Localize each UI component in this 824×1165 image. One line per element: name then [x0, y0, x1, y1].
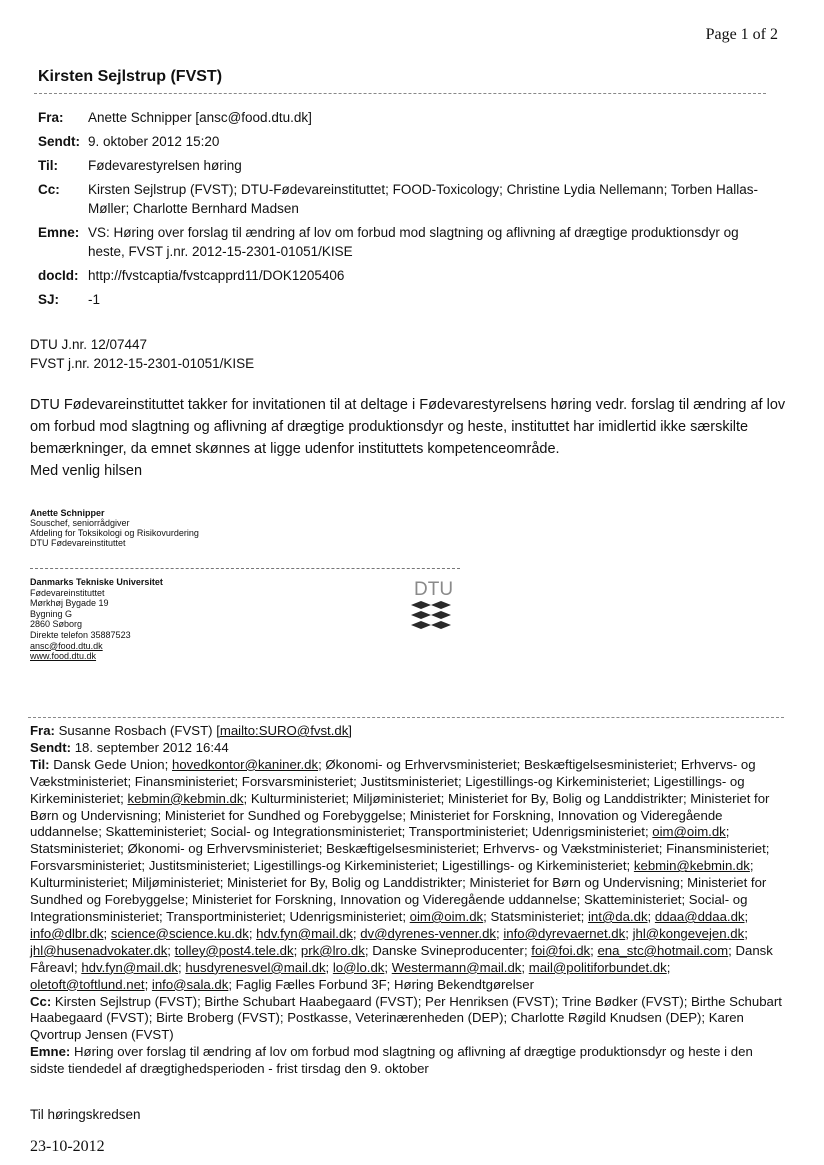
email-link[interactable]: ena_stc@hotmail.com [597, 942, 729, 958]
forwarded-cc: Kirsten Sejlstrup (FVST); Birthe Schubart Haabegaard (FVST); Per Henriksen (FVST); Trine Bødker (FVST); Birthe Schubart Haabegaard (FVST); Birte Broberg (FVST); Postkasse, Veterinærenheden (DEP); Charlotte Røgild Knudsen (DEP); Karen Qvortrup Jensen (FVST) [30, 993, 782, 1043]
subject-value: VS: Høring over forslag til ændring af lov om forbud mod slagtning og aflivning af drægtige produktionsdyr og heste, FVST j.nr. 2012-15-2301-01051/KISE [88, 225, 739, 259]
forwarded-message [30, 723, 786, 1078]
email-link[interactable]: ddaa@ddaa.dk [654, 908, 745, 924]
forwarded-from-line [30, 723, 786, 740]
forward-divider [28, 717, 784, 718]
email-header [38, 108, 766, 314]
organization-block [30, 577, 163, 662]
reference-numbers [30, 335, 254, 373]
page-number: Page 1 of 2 [705, 26, 778, 43]
header-docid-row [38, 266, 766, 290]
to-text-8: Dansk Fåreavl; [30, 942, 773, 975]
signature-institute: DTU Fødevareinstituttet [30, 538, 126, 548]
to-label: Til: [38, 158, 58, 173]
greeting: Med venlig hilsen [30, 463, 143, 479]
dtu-reference: DTU J.nr. 12/07447 [30, 337, 148, 352]
header-subject-row [38, 223, 766, 266]
forwarded-cc-line [30, 994, 786, 1045]
email-link[interactable]: mail@politiforbundet.dk [528, 959, 667, 975]
to-text-4: ; Statsministeriet; Økonomi- og Erhvervsministeriet; Beskæftigelsesministeriet; Erhvervs- og Vækstministeriet; Finansministeriet; Forsvarsministeriet; Justitsministeriet; Ligestillings-og Kirkeministeriet; Ligestillings- og Kirkeministeriet; [30, 824, 770, 874]
email-link[interactable]: oletoft@toftlund.net [30, 976, 145, 992]
email-link[interactable]: hdv.fyn@mail.dk [256, 925, 353, 941]
email-link[interactable]: foi@foi.dk [531, 942, 591, 958]
forwarded-from-mail-link[interactable]: [mailto:SURO@fvst.dk] [216, 723, 352, 738]
dtu-logo [408, 575, 454, 633]
organization-name: Danmarks Tekniske Universitet [30, 577, 163, 587]
email-link[interactable]: Westermann@mail.dk [391, 959, 522, 975]
dtu-logo-text: DTU [414, 579, 454, 600]
to-value: Fødevarestyrelsen høring [88, 158, 242, 173]
dtu-logo-band-3 [411, 621, 451, 629]
email-link[interactable]: kebmin@kebmin.dk [127, 790, 244, 806]
forwarded-sent: 18. september 2012 16:44 [74, 739, 229, 755]
title-divider [34, 93, 766, 94]
email-link[interactable]: hdv.fyn@mail.dk [81, 959, 179, 975]
header-from-row [38, 108, 766, 132]
header-sj-row [38, 290, 766, 314]
email-link[interactable]: oim@oim.dk [409, 908, 484, 924]
email-link[interactable]: dv@dyrenes-venner.dk [360, 925, 497, 941]
email-link[interactable]: prk@lro.dk [300, 942, 365, 958]
dtu-logo-band-1 [411, 601, 451, 609]
body-paragraph: DTU Fødevareinstituttet takker for invitationen til at deltage i Fødevarestyrelsens høring vedr. forslag til ændring af lov om forbud mod slagtning og aflivning af drægtige produktionsdyr og heste, instituttet har imidlertid ikke særskilte bemærkninger, da emnet skønnes at ligge udenfor instituttets kompetenceområde. [30, 397, 786, 457]
organization-city: 2860 Søborg [30, 619, 83, 630]
forwarded-cc-label: Cc: [30, 993, 52, 1009]
sent-value: 9. oktober 2012 15:20 [88, 134, 220, 149]
email-link[interactable]: oim@oim.dk [652, 824, 726, 840]
email-link[interactable]: info@dyrevaernet.dk [503, 925, 626, 941]
organization-web-link[interactable]: www.food.dtu.dk [30, 651, 97, 662]
email-link[interactable]: lo@lo.dk [332, 959, 385, 975]
email-link[interactable]: hovedkontor@kaniner.dk [171, 756, 319, 772]
signature-divider [30, 568, 460, 569]
signature-role: Souschef, seniorrådgiver [30, 518, 130, 528]
organization-building: Bygning G [30, 608, 73, 619]
sj-label: SJ: [38, 292, 60, 307]
email-link[interactable]: info@sala.dk [151, 976, 229, 992]
footer-date: 23-10-2012 [30, 1138, 105, 1155]
forwarded-from: Susanne Rosbach (FVST) [58, 723, 213, 738]
email-link[interactable]: tolley@post4.tele.dk [174, 942, 294, 958]
docid-label: docId: [38, 268, 79, 283]
forwarded-to-label: Til: [30, 756, 50, 772]
dtu-logo-band-2 [411, 611, 451, 619]
forwarded-from-label: Fra: [30, 723, 55, 738]
signature-block [30, 508, 199, 548]
document-title: Kirsten Sejlstrup (FVST) [38, 68, 223, 85]
to-text-2: ; Økonomi- og Erhvervsministeriet; Beskæftigelsesministeriet; Erhvervs- og Vækstministeriet; Finansministeriet; Forsvarsministeriet; Justitsministeriet; Ligestillings-og Kirkeministeriet; Ligestillings- og Kirkeministeriet; [30, 756, 756, 806]
organization-unit: Fødevareinstituttet [30, 587, 105, 598]
email-link[interactable]: science@science.ku.dk [110, 925, 249, 941]
sj-value: -1 [88, 292, 101, 307]
email-link[interactable]: kebmin@kebmin.dk [633, 858, 750, 874]
to-text-9: Faglig Fælles Forbund 3F; Høring Bekendtgørelser [235, 976, 534, 992]
email-link[interactable]: husdyrenesvel@mail.dk [185, 959, 326, 975]
organization-email-link[interactable]: ansc@food.dtu.dk [30, 640, 103, 651]
from-value: Anette Schnipper [ansc@food.dtu.dk] [88, 110, 312, 125]
email-link[interactable]: info@dlbr.dk [30, 925, 104, 941]
docid-value: http://fvstcaptia/fvstcapprd11/DOK1205406 [88, 268, 345, 283]
email-link[interactable]: int@da.dk [587, 908, 648, 924]
header-to-row [38, 156, 766, 180]
cc-label: Cc: [38, 182, 60, 197]
closing-line: Til høringskredsen [30, 1107, 141, 1122]
email-link[interactable]: jhl@kongevejen.dk [632, 925, 745, 941]
to-text-5: ; Kulturministeriet; Miljøministeriet; Ministeriet for By, Bolig og Landdistrikter; Ministeriet for Børn og Undervisning; Ministeriet for Sundhed og Forebyggelse; Ministeriet for Forskning, Innovation og Videregående uddannelse; Skatteministeriet; Social- og Integrationsministeriet; Transportministeriet; Udenrigsministeriet; [30, 858, 767, 924]
sent-label: Sendt: [38, 134, 80, 149]
forwarded-sent-label: Sendt: [30, 739, 72, 755]
fvst-reference: FVST j.nr. 2012-15-2301-01051/KISE [30, 356, 255, 371]
signature-name: Anette Schnipper [30, 508, 105, 518]
forwarded-subject-label: Emne: [30, 1044, 71, 1060]
email-link[interactable]: jhl@husenadvokater.dk [30, 942, 168, 958]
cc-value: Kirsten Sejlstrup (FVST); DTU-Fødevareinstituttet; FOOD-Toxicology; Christine Lydia Nellemann; Torben Hallas-Møller; Charlotte Bernhard Madsen [88, 182, 758, 216]
forwarded-to-line: Til: Dansk Gede Union; hovedkontor@kaniner.dk; Økonomi- og Erhvervsministeriet; Beskæftigelsesministeriet; Erhvervs- og Vækstministeriet; Finansministeriet; Forsvarsministeriet; Justitsministeriet; Ligestillings-og Kirkeministeriet; Ligestillings- og Kirkeministeriet; kebmin@kebmin.dk; Kulturministeriet; Miljøministeriet; Ministeriet for By, Bolig og Landdistrikter; Ministeriet for Børn og Undervisning; Ministeriet for Sundhed og Forebyggelse; Ministeriet for Forskning, Innovation og Videregående uddannelse; Skatteministeriet; Social- og Integrationsministeriet; Transportministeriet; Udenrigsministeriet; oim@oim.dk; Statsministeriet; Økonomi- og Erhvervsministeriet; Beskæftigelsesministeriet; Erhvervs- og Vækstministeriet; Finansministeriet; Forsvarsministeriet; Justitsministeriet; Ligestillings-og Kirkeministeriet; Ligestillings- og Kirkeministeriet; kebmin@kebmin.dk; Kulturministeriet; Miljøministeriet; Ministeriet for By, Bolig og Landdistrikter; Ministeriet for Børn og Undervisning; Ministeriet for Sundhed og Forebyggelse; Ministeriet for Forskning, Innovation og Videregående uddannelse; Skatteministeriet; Social- og Integrationsministeriet; Transportministeriet; Udenrigsministeriet; oim@oim.dk; Statsministeriet; int@da.dk; ddaa@ddaa.dk; info@dlbr.dk; science@science.ku.dk; hdv.fyn@mail.dk; dv@dyrenes-venner.dk; info@dyrevaernet.dk; jhl@kongevejen.dk; jhl@husenadvokater.dk; tolley@post4.tele.dk; prk@lro.dk; Danske Svineproducenter; foi@foi.dk; ena_stc@hotmail.com; Dansk Fåreavl; hdv.fyn@mail.dk; husdyrenesvel@mail.dk; lo@lo.dk; Westermann@mail.dk; mail@politiforbundet.dk; oletoft@toftlund.net; info@sala.dk; Faglig Fælles Forbund 3F; Høring Bekendtgørelser [30, 756, 773, 992]
forwarded-subject-line [30, 1044, 786, 1078]
from-label: Fra: [38, 110, 64, 125]
to-text-1: Dansk Gede Union; [53, 756, 169, 772]
organization-phone: Direkte telefon 35887523 [30, 629, 131, 640]
signature-department: Afdeling for Toksikologi og Risikovurdering [30, 528, 199, 538]
forwarded-sent-line [30, 740, 786, 757]
organization-street: Mørkhøj Bygade 19 [30, 598, 109, 609]
header-cc-row [38, 180, 766, 223]
forwarded-subject: Høring over forslag til ændring af lov om forbud mod slagtning og aflivning af drægtige produktionsdyr og heste i den sidste tiendedel af drægtighedsperioden - frist tirsdag den 9. oktober [30, 1044, 753, 1077]
subject-label: Emne: [38, 225, 80, 240]
header-sent-row [38, 132, 766, 156]
to-text-7: Danske Svineproducenter; [372, 942, 528, 958]
to-text-3: ; Kulturministeriet; Miljøministeriet; Ministeriet for By, Bolig og Landdistrikter; Ministeriet for Børn og Undervisning; Ministeriet for Sundhed og Forebyggelse; Ministeriet for Forskning, Innovation og Videregående uddannelse; Skatteministeriet; Social- og Integrationsministeriet; Transportministeriet; Udenrigsministeriet; [30, 790, 770, 840]
to-text-6: ; Statsministeriet; [483, 908, 585, 924]
